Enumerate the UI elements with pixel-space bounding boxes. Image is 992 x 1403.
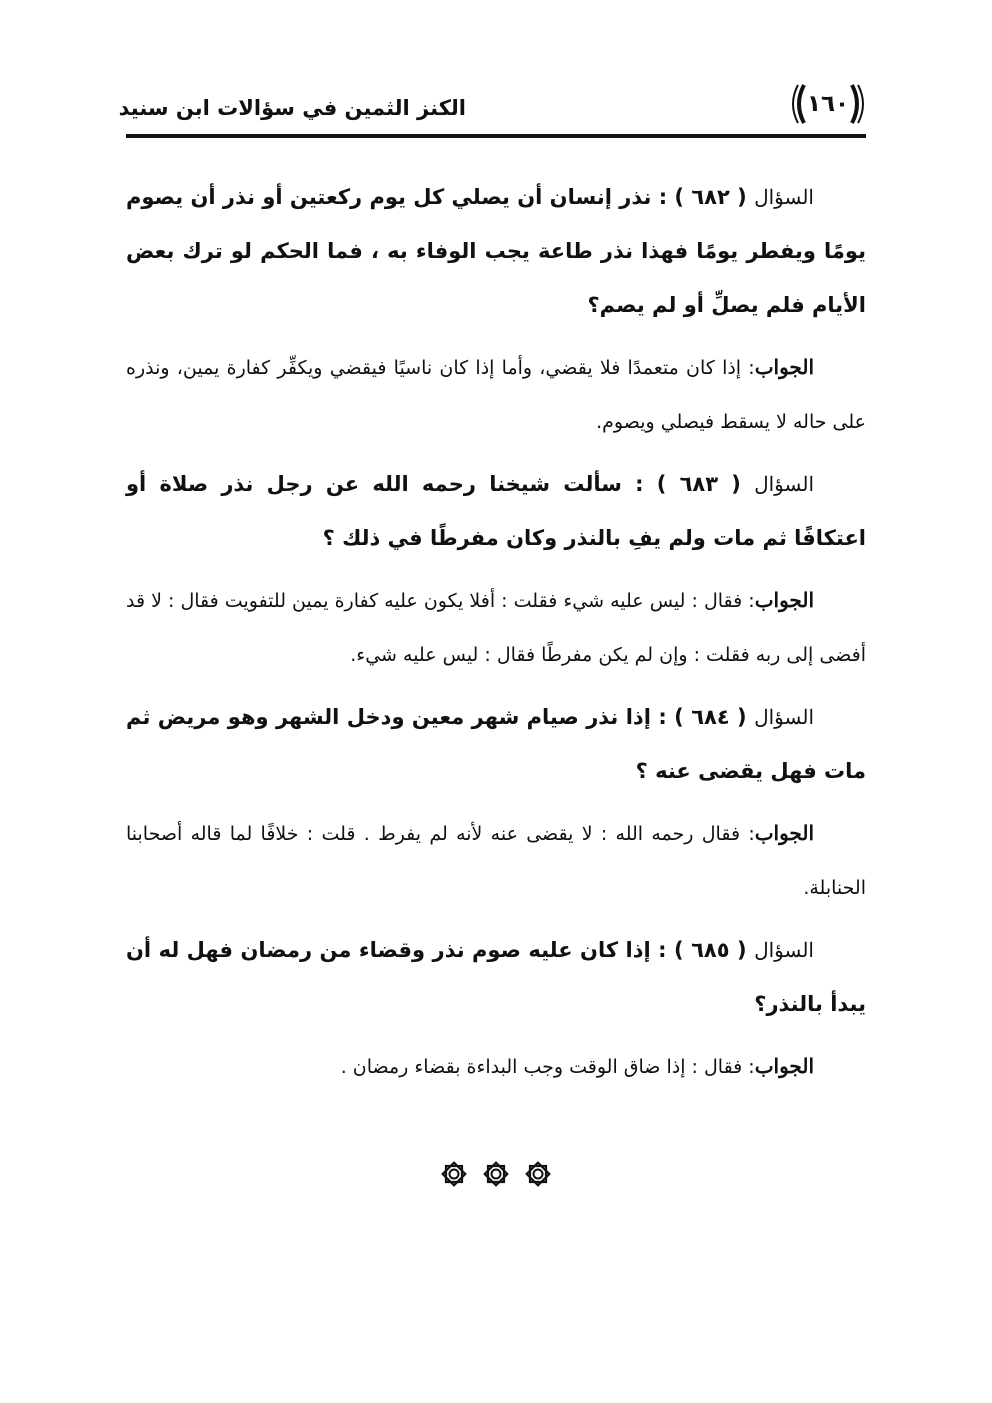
answer-683 xyxy=(126,573,866,682)
question-number: ( ٦٨٥ ) : xyxy=(658,938,747,962)
question-685 xyxy=(126,923,866,1031)
header-rule xyxy=(126,134,866,138)
question-label: السؤال xyxy=(754,938,814,962)
page-header xyxy=(118,78,866,140)
question-text: إذا نذر صيام شهر معين ودخل الشهر وهو مريض ثم مات فهل يقضى عنه ؟ xyxy=(126,705,866,783)
question-text: سألت شيخنا رحمه الله عن رجل نذر صلاة أو اعتكافًا ثم مات ولم يفِ بالنذر وكان مفرطًا في ذلك ؟ xyxy=(126,472,866,550)
section-end-ornaments xyxy=(0,1160,992,1188)
eight-point-star-icon xyxy=(482,1160,510,1188)
question-label: السؤال xyxy=(754,185,814,209)
question-number: ( ٦٨٤ ) : xyxy=(658,705,747,729)
answer-label: الجواب xyxy=(754,588,814,612)
question-label: السؤال xyxy=(754,472,815,496)
question-label: السؤال xyxy=(754,705,815,729)
book-title: الكنز الثمين في سؤالات ابن سنيد xyxy=(118,96,466,120)
page-number: ١٦٠ xyxy=(806,91,850,117)
answer-label: الجواب xyxy=(754,1054,814,1078)
answer-text: : فقال : إذا ضاق الوقت وجب البداءة بقضاء رمضان . xyxy=(340,1056,755,1078)
question-text: إذا كان عليه صوم نذر وقضاء من رمضان فهل له أن يبدأ بالنذر؟ xyxy=(126,938,866,1016)
question-text: نذر إنسان أن يصلي كل يوم ركعتين أو نذر أن يصوم يومًا ويفطر يومًا فهذا نذر طاعة يجب الوفاء به ، فما الحكم لو ترك بعض الأيام فلم يصلِّ أو لم يصم؟ xyxy=(126,185,866,317)
question-number: ( ٦٨٢ ) : xyxy=(658,185,747,209)
page-number-badge xyxy=(790,82,866,126)
page-content xyxy=(126,170,866,1102)
question-683 xyxy=(126,457,866,565)
answer-label: الجواب xyxy=(754,355,814,379)
answer-label: الجواب xyxy=(754,821,814,845)
question-number: ( ٦٨٣ ) : xyxy=(635,472,741,496)
answer-685 xyxy=(126,1039,866,1094)
eight-point-star-icon xyxy=(440,1160,468,1188)
eight-point-star-icon xyxy=(524,1160,552,1188)
question-682 xyxy=(126,170,866,332)
question-684 xyxy=(126,690,866,798)
answer-text: : فقال : ليس عليه شيء فقلت : أفلا يكون عليه كفارة يمين للتفويت فقال : لا قد أفضى إلى ربه فقلت : وإن لم يكن مفرطًا فقال : ليس عليه شيء. xyxy=(126,590,866,666)
answer-text: : إذا كان متعمدًا فلا يقضي، وأما إذا كان ناسيًا فيقضي ويكفِّر كفارة يمين، ونذره على حاله لا يسقط فيصلي ويصوم. xyxy=(126,357,866,433)
answer-684 xyxy=(126,806,866,915)
answer-682 xyxy=(126,340,866,449)
answer-text: : فقال رحمه الله : لا يقضى عنه لأنه لم يفرط . قلت : خلافًا لما قاله أصحابنا الحنابلة. xyxy=(126,823,866,899)
